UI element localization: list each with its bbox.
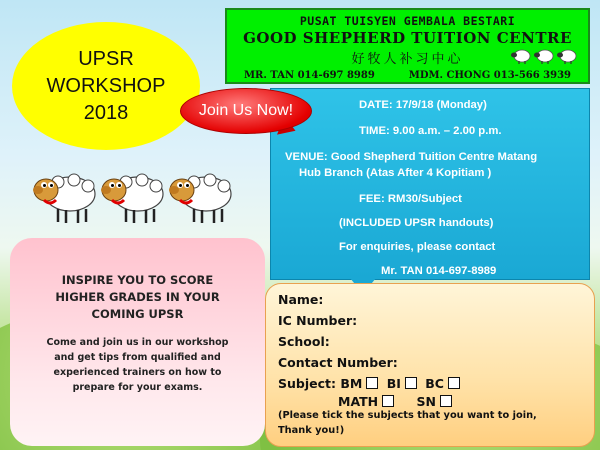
- detail-enquiries: For enquiries, please contact: [339, 241, 496, 253]
- promo-headline: [10, 272, 265, 323]
- form-note-line2: Thank you!): [278, 425, 345, 436]
- detail-date: DATE: 17/9/18 (Monday): [359, 99, 487, 111]
- subject-bc-label: BC: [425, 376, 444, 391]
- subject-row-1: [278, 376, 464, 391]
- subject-math-label: MATH: [338, 394, 379, 409]
- promo-body: [10, 335, 265, 395]
- subject-row-2: [338, 394, 456, 409]
- tuition-centre-banner: [225, 8, 590, 84]
- sheep-icon: [98, 160, 166, 228]
- subject-bi-checkbox[interactable]: [405, 377, 417, 389]
- form-note-line1: (Please tick the subjects that you want to join,: [278, 410, 537, 421]
- promo-body-line2: and get tips from qualified and: [54, 352, 221, 363]
- workshop-title-line3: 2018: [83, 101, 129, 124]
- centre-name-malay: PUSAT TUISYEN GEMBALA BESTARI: [299, 14, 516, 28]
- detail-fee: FEE: RM30/Subject: [359, 193, 462, 205]
- workshop-oval: [12, 22, 200, 150]
- promo-headline-line1: INSPIRE YOU TO SCORE: [61, 273, 214, 287]
- form-ic-label: IC Number:: [278, 313, 358, 328]
- banner-contacts: [227, 70, 588, 81]
- form-name-label: Name:: [278, 292, 324, 307]
- form-contact-label: Contact Number:: [278, 355, 398, 370]
- form-subject-label: Subject:: [278, 376, 336, 391]
- promo-body-line4: prepare for your exams.: [72, 382, 203, 393]
- workshop-details-box: [270, 88, 590, 280]
- sheep-icon: [510, 48, 532, 64]
- promo-box: [10, 238, 265, 446]
- registration-form: [265, 283, 595, 447]
- join-us-button[interactable]: Join Us Now!: [180, 88, 312, 134]
- centre-name-english: GOOD SHEPHERD TUITION CENTRE: [243, 29, 572, 47]
- promo-headline-line2: HIGHER GRADES IN YOUR: [55, 290, 220, 304]
- detail-contact: Mr. TAN 014-697-8989: [381, 265, 497, 277]
- subject-math-checkbox[interactable]: [382, 395, 394, 407]
- detail-time: TIME: 9.00 a.m. – 2.00 p.m.: [359, 125, 502, 137]
- promo-body-line3: experienced trainers on how to: [53, 367, 222, 378]
- sheep-illustration-row: [30, 160, 242, 228]
- detail-venue-line1: VENUE: Good Shepherd Tuition Centre Matang: [285, 151, 538, 163]
- workshop-title-line1: UPSR: [78, 47, 134, 70]
- workshop-title-line2: WORKSHOP: [46, 74, 166, 97]
- subject-bc-checkbox[interactable]: [448, 377, 460, 389]
- sheep-icon: [556, 48, 578, 64]
- banner-contact-2: MDM. CHONG 013-566 3939: [408, 70, 572, 81]
- sheep-icon: [166, 160, 234, 228]
- promo-headline-line3: COMING UPSR: [91, 307, 184, 321]
- subject-bi-label: BI: [386, 376, 401, 391]
- subject-bm-checkbox[interactable]: [366, 377, 378, 389]
- sheep-icon: [30, 160, 98, 228]
- centre-name-chinese: 好牧人补习中心: [351, 52, 464, 67]
- promo-body-line1: Come and join us in our workshop: [46, 337, 229, 348]
- detail-venue-line2: Hub Branch (Atas After 4 Kopitiam ): [299, 167, 492, 179]
- subject-sn-label: SN: [416, 394, 436, 409]
- subject-sn-checkbox[interactable]: [440, 395, 452, 407]
- detail-included: (INCLUDED UPSR handouts): [339, 217, 494, 229]
- banner-contact-1: MR. TAN 014-697 8989: [243, 70, 375, 81]
- form-school-label: School:: [278, 334, 330, 349]
- form-note: [278, 408, 537, 438]
- subject-bm-label: BM: [340, 376, 363, 391]
- sheep-icon: [533, 48, 555, 64]
